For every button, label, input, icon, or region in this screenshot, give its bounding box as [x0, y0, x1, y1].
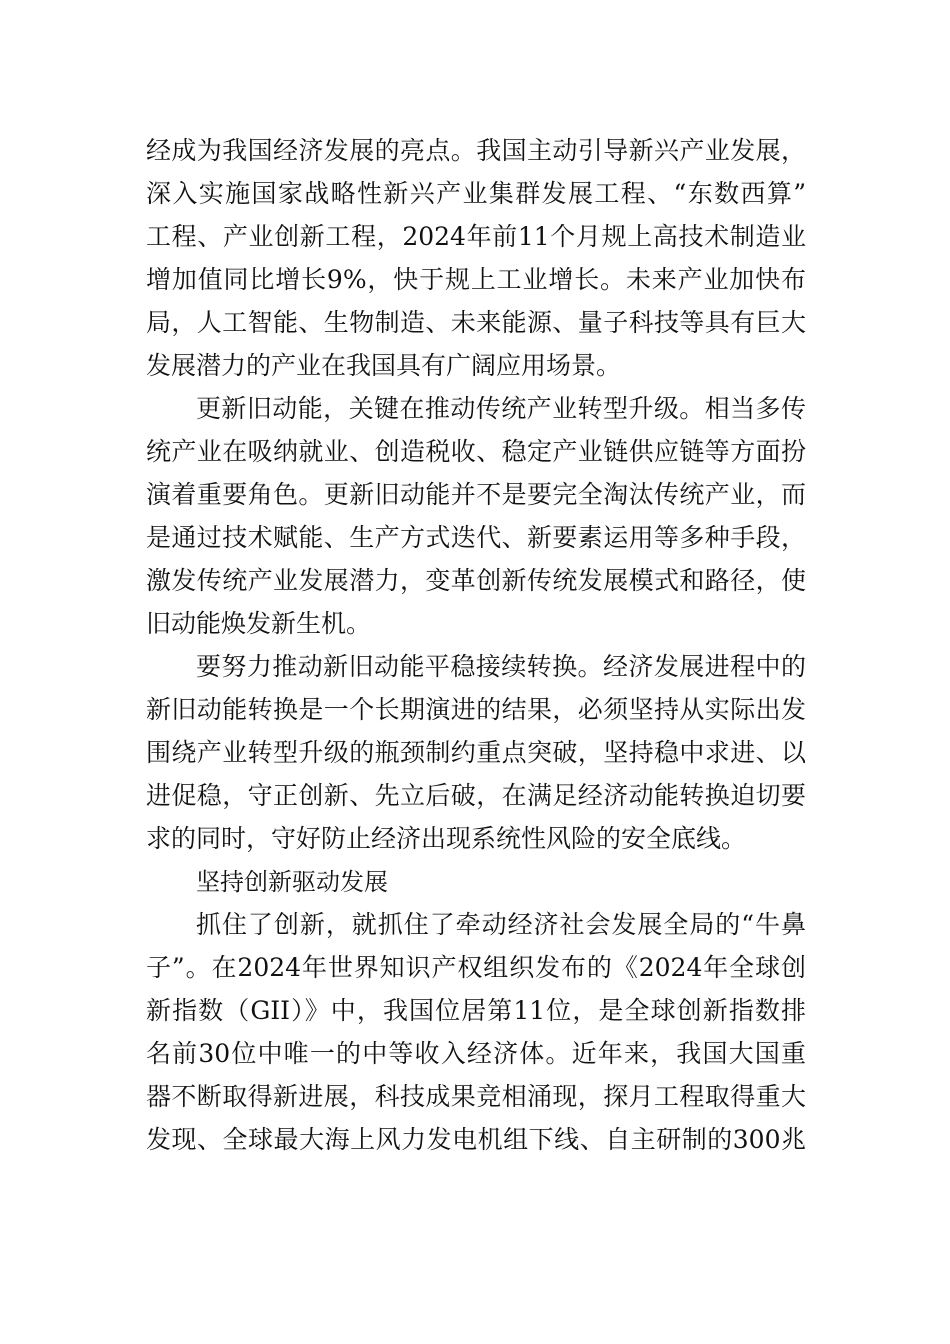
paragraph-first-line: 抓住了创新，就抓住了牵动经济社会发展全局的“牛鼻	[196, 910, 806, 939]
text-line: 新旧动能转换是一个长期演进的结果，必须坚持从实际出发	[146, 695, 806, 724]
text-line: 工程、产业创新工程，2024年前11个月规上高技术制造业	[146, 222, 806, 251]
text-line: 统产业在吸纳就业、创造税收、稳定产业链供应链等方面扮	[146, 437, 806, 466]
text-line: 名前30位中唯一的中等收入经济体。近年来，我国大国重	[146, 1039, 806, 1068]
text-line: 进促稳，守正创新、先立后破，在满足经济动能转换迫切要	[146, 781, 806, 810]
text-line: 求的同时，守好防止经济出现系统性风险的安全底线。	[146, 824, 747, 853]
text-line: 围绕产业转型升级的瓶颈制约重点突破，坚持稳中求进、以	[146, 738, 806, 767]
text-line: 增加值同比增长9%，快于规上工业增长。未来产业加快布	[146, 265, 806, 294]
text-line: 深入实施国家战略性新兴产业集群发展工程、“东数西算”	[146, 179, 806, 208]
text-line: 旧动能焕发新生机。	[146, 609, 372, 638]
text-line: 新指数（GII）》中，我国位居第11位，是全球创新指数排	[146, 996, 806, 1025]
text-line: 局，人工智能、生物制造、未来能源、量子科技等具有巨大	[146, 308, 806, 337]
text-line: 经成为我国经济发展的亮点。我国主动引导新兴产业发展，	[146, 136, 806, 165]
text-line: 发现、全球最大海上风力发电机组下线、自主研制的300兆	[146, 1125, 806, 1154]
text-line: 是通过技术赋能、生产方式迭代、新要素运用等多种手段，	[146, 523, 806, 552]
paragraph-first-line: 要努力推动新旧动能平稳接续转换。经济发展进程中的	[196, 652, 806, 681]
text-line: 发展潜力的产业在我国具有广阔应用场景。	[146, 351, 622, 380]
text-line: 器不断取得新进展，科技成果竞相涌现，探月工程取得重大	[146, 1082, 806, 1111]
paragraph-first-line: 更新旧动能，关键在推动传统产业转型升级。相当多传	[196, 394, 806, 423]
text-line: 演着重要角色。更新旧动能并不是要完全淘汰传统产业，而	[146, 480, 806, 509]
text-line: 激发传统产业发展潜力，变革创新传统发展模式和路径，使	[146, 566, 806, 595]
section-heading: 坚持创新驱动发展	[196, 868, 388, 896]
text-line: 子”。在2024年世界知识产权组织发布的《2024年全球创	[146, 953, 806, 982]
